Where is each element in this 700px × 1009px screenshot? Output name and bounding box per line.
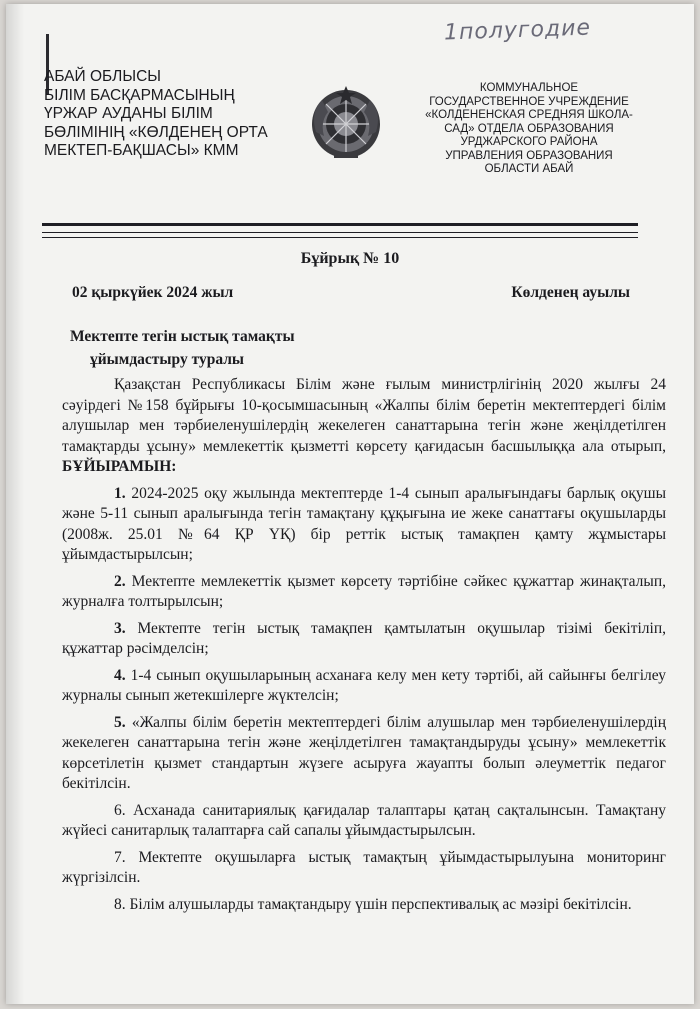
header-right-line: УРДЖАРСКОГО РАЙОНА [460, 136, 598, 148]
handwritten-note: 1полугодие [443, 15, 592, 46]
header-right-line: САД» ОТДЕЛА ОБРАЗОВАНИЯ [444, 122, 614, 135]
item-text: 1-4 сынып оқушыларының асханаға келу мен кету тәртібі, ай сайынғы белгілеу журналы сынып жетекшілерге жүктелсін; [62, 666, 666, 704]
order-item [62, 801, 666, 842]
intro-paragraph [62, 375, 666, 478]
item-text: 2024-2025 оқу жылында мектептерде 1-4 сынып аралығындағы барлық оқушы және 5-11 сынып аралығында тегін тамақтану құқығына ие жеке санаттағы оқушыларды (2008ж. 25.01 №64 ҚР ҮҚ) бір реттік ыстық тамақпен қамту жұмыстары ұйымдастырылсын; [62, 484, 666, 563]
header-left-line: БІЛІМ БАСҚАРМАСЫНЫҢ [44, 86, 235, 104]
order-body [62, 375, 666, 915]
item-number: 5. [114, 713, 126, 731]
page-edge-shadow [6, 4, 24, 1004]
kazakhstan-state-emblem-icon [308, 82, 384, 162]
header-divider-thin [42, 237, 638, 238]
intro-decree: БҰЙЫРАМЫН: [62, 458, 177, 475]
order-subject [70, 325, 295, 371]
item-number: 6. [114, 801, 126, 819]
document-page [6, 4, 694, 1004]
item-number: 8. [114, 895, 126, 913]
item-text: Мектепте мемлекеттік қызмет көрсету тәртібіне сәйкес құжаттар жинақталып, журналға толтырылсын; [62, 572, 666, 610]
item-number: 1. [114, 484, 126, 502]
header-divider-thick [42, 223, 638, 226]
order-item [62, 848, 666, 889]
subject-line: ұйымдастыру туралы [90, 351, 245, 368]
order-item [62, 895, 666, 916]
subject-line: Мектепте тегін ыстық тамақты [70, 328, 295, 345]
header-right-line: «КОЛДЕНЕНСКАЯ СРЕДНЯЯ ШКОЛА- [425, 109, 633, 121]
header-left-line: ҮРЖАР АУДАНЫ БІЛІМ [44, 105, 213, 122]
item-text: Білім алушыларды тамақтандыру үшін перспективалық ас мәзірі бекітілсін. [129, 895, 632, 913]
header-right-line: ГОСУДАРСТВЕННОЕ УЧРЕЖДЕНИЕ [429, 95, 629, 108]
item-number: 3. [114, 619, 126, 637]
order-place: Көлденең ауылы [511, 284, 630, 301]
header-kazakh [44, 68, 304, 161]
item-number: 7. [114, 848, 126, 866]
header-left-line: АБАЙ ОБЛЫСЫ [44, 68, 161, 85]
order-item [62, 484, 666, 566]
order-item [62, 713, 666, 795]
item-text: «Жалпы білім беретін мектептердегі білім алушылар мен тәрбиеленушілердің жекелеген санаттарына тегін және жеңілдетілген тамақтандыруды ұсыну» мемлекеттік көрсетілетін қызмет стандартын жүзеге асыруға жауапты болып әлеуметтік педагог бекітілсін. [62, 713, 666, 792]
item-number: 2. [114, 572, 126, 590]
order-item [62, 666, 666, 707]
header-right-line: ОБЛАСТИ АБАЙ [484, 163, 574, 175]
header-left-line: БӨЛІМІНІҢ «КӨЛДЕНЕҢ ОРТА [44, 123, 268, 141]
order-item [62, 572, 666, 613]
header-russian [416, 82, 642, 177]
header-left-line: МЕКТЕП-БАҚШАСЫ» КММ [44, 142, 239, 159]
order-item [62, 619, 666, 660]
order-title: Бұйрық № 10 [300, 250, 400, 267]
order-date: 02 қыркүйек 2024 жыл [72, 284, 234, 301]
item-text: Мектепте тегін ыстық тамақпен қамтылатын оқушылар тізімі бекітіліп, құжаттар рәсімделсін; [62, 619, 666, 657]
item-number: 4. [114, 666, 126, 684]
intro-text: Қазақстан Республикасы Білім және ғылым министрлігінің 2020 жылғы 24 сәуірдегі №158 бұйрығы 10-қосымшасының «Жалпы білім беретін мектептердегі білім алушылар мен тәрбиеленушілердің жекелеген санаттарына тегін және жеңілдетілген тамақтарды ұсыну» мемлекеттік қызметті көрсету қағидасын басшылыққа ала отырып, [62, 376, 666, 455]
item-text: Асханада санитариялық қағидалар талаптары қатаң сақталынсын. Тамақтану жүйесі санитарлық талаптарға сай сапалы ұйымдастырылсын. [62, 801, 667, 839]
header-divider-thin [42, 232, 638, 233]
header-right-line: УПРАВЛЕНИЯ ОБРАЗОВАНИЯ [445, 149, 613, 162]
header-right-line: КОММУНАЛЬНОЕ [479, 82, 579, 94]
item-text: Мектепте оқушыларға ыстық тамақтың ұйымдастырылуына мониторинг жүргізілсін. [62, 848, 666, 886]
